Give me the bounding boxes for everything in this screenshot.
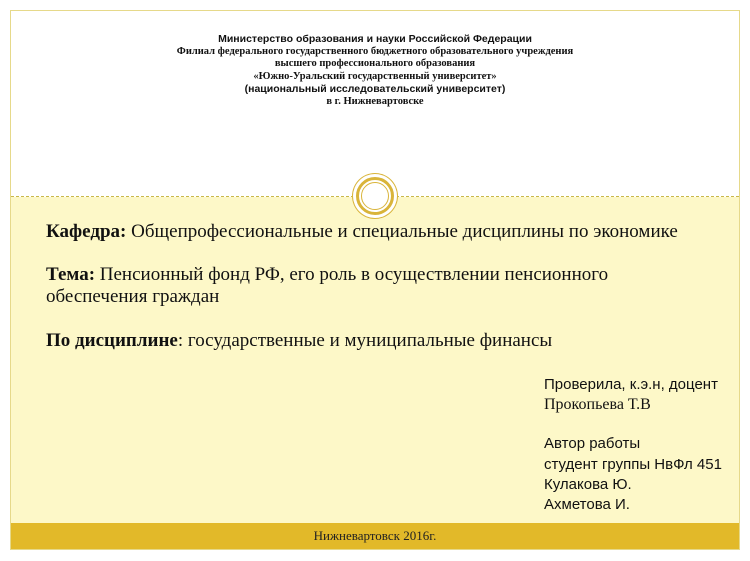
ring-ornament-icon <box>356 177 394 215</box>
tema-line <box>46 264 608 286</box>
reviewer-name: Прокопьева Т.В <box>544 396 651 413</box>
author-name: Кулакова Ю. <box>544 476 632 493</box>
discipline-label: По дисциплине <box>46 330 178 351</box>
reviewer-title: Проверила, к.э.н, доцент <box>544 376 718 393</box>
kafedra-value: Общепрофессиональные и специальные дисциплины по экономике <box>126 221 678 242</box>
tema-line-2: обеспечения граждан <box>46 286 220 307</box>
discipline-value: : государственные и муниципальные финансы <box>177 330 553 351</box>
header-line: Филиал федерального государственного бюджетного образовательного учреждения <box>176 45 574 57</box>
tema-value: Пенсионный фонд РФ, его роль в осуществлении пенсионного <box>95 264 609 285</box>
authors-group: студент группы НвФл 451 <box>544 456 722 473</box>
footer-text: Нижневартовск 2016г. <box>313 528 437 543</box>
header-line: Министерство образования и науки Российской Федерации <box>218 33 532 45</box>
discipline-line <box>46 330 552 352</box>
author-name: Ахметова И. <box>544 496 630 513</box>
kafedra-label: Кафедра: <box>46 221 127 242</box>
footer-bar <box>11 523 739 549</box>
header-line: (национальный исследовательский университет) <box>244 83 506 95</box>
header-line: в г. Нижневартовске <box>326 95 424 107</box>
header-line: высшего профессионального образования <box>274 58 476 69</box>
authors-title: Автор работы <box>544 435 641 452</box>
kafedra-line <box>46 221 678 243</box>
tema-label: Тема: <box>46 264 96 285</box>
header-line: «Южно-Уральский государственный университет» <box>253 70 497 82</box>
institution-header <box>11 33 739 108</box>
